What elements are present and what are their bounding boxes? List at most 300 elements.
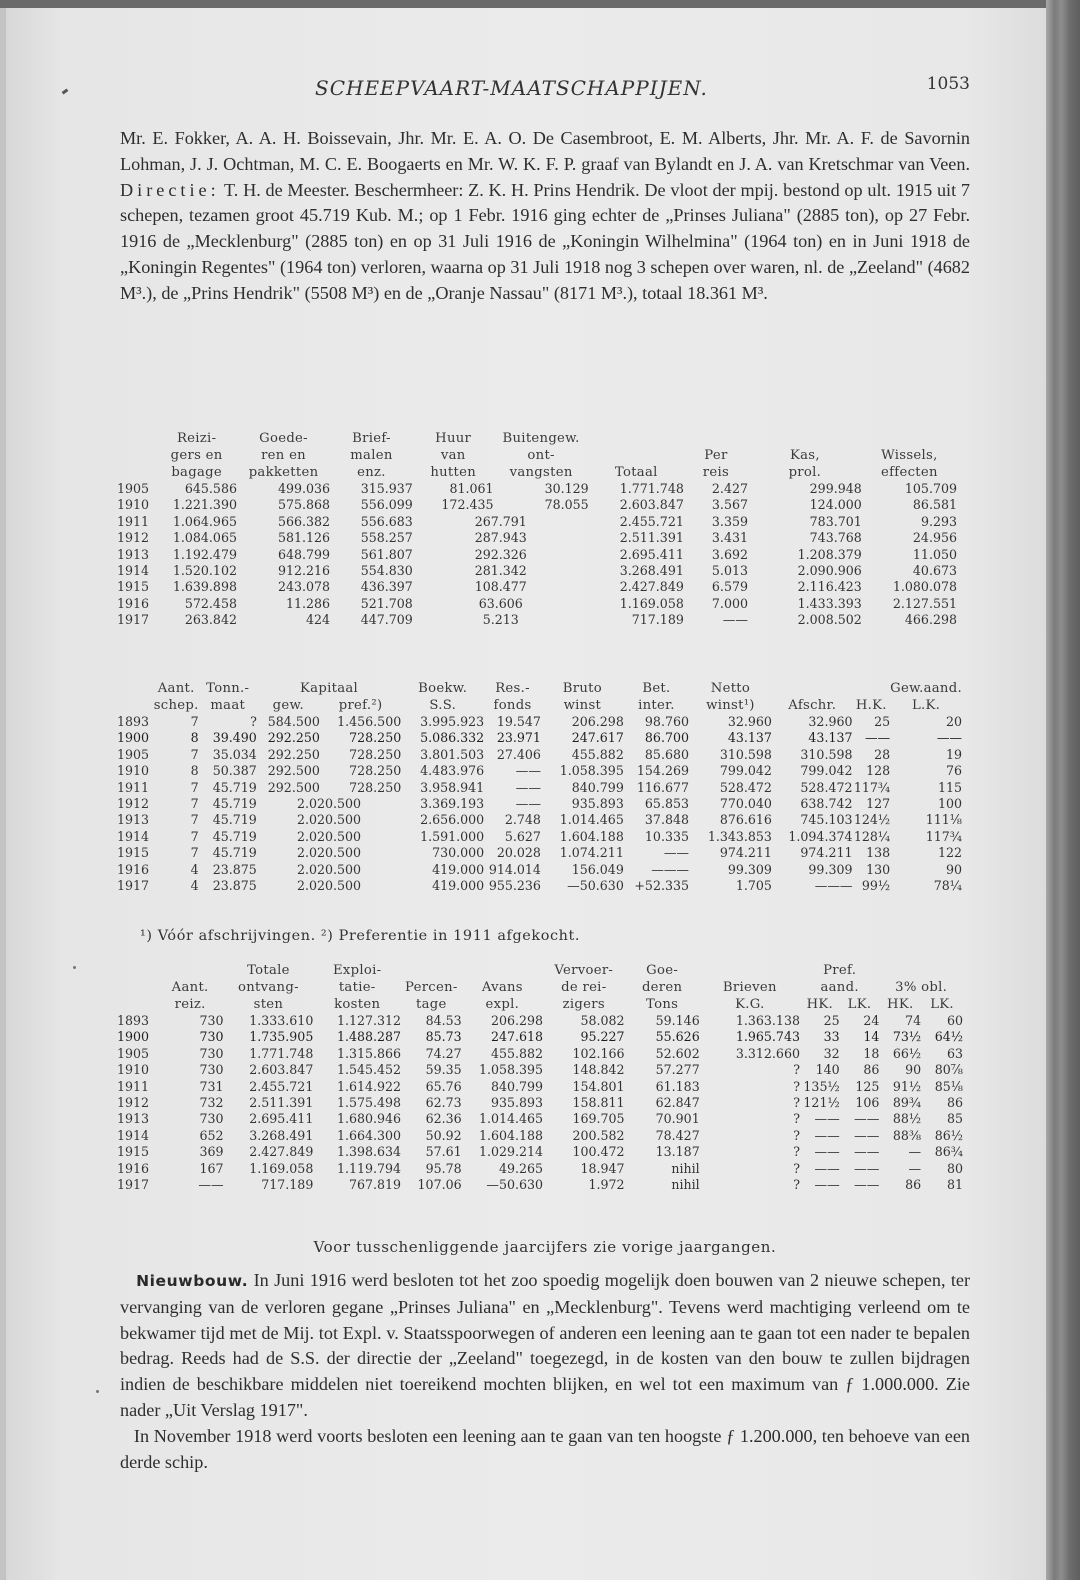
obl_lk-cell: 80	[946, 1160, 963, 1176]
pref_lk-cell: ——	[854, 1111, 880, 1127]
gew-cell: 292.500	[267, 763, 320, 779]
column-header: bagage	[171, 465, 222, 480]
lk-cell: 111⅛	[925, 812, 962, 828]
bruto-cell: 156.049	[571, 861, 624, 877]
column-header: van	[440, 448, 466, 463]
table-row	[117, 845, 962, 861]
table-row	[117, 780, 962, 796]
obl_lk-cell: 85⅛	[934, 1078, 963, 1094]
tonnage-cell: 35.034	[212, 746, 257, 762]
merged-value-cell: 5.213	[482, 612, 519, 628]
year-cell: 1915	[117, 1144, 150, 1160]
column-header: Exploi-	[332, 963, 382, 978]
column-header: Vervoer-	[554, 963, 614, 978]
pref_hk-cell: 33	[823, 1029, 840, 1045]
column-header: Wissels,	[881, 448, 938, 463]
column-header: ont-	[527, 448, 555, 463]
boekw-cell: 1.591.000	[420, 828, 485, 844]
boekw-cell: 5.086.332	[420, 730, 485, 746]
pref_lk-cell: ——	[854, 1144, 880, 1160]
column-header: Gew.aand.	[890, 681, 962, 696]
obl_hk-cell: 73½	[892, 1029, 922, 1045]
table-row	[117, 1079, 963, 1095]
totaal-cell: 1.169.058	[619, 595, 684, 611]
column-header: deren	[641, 980, 683, 995]
kas-cell: 1.433.393	[797, 595, 862, 611]
obl_hk-cell: 91½	[892, 1078, 922, 1094]
lk-cell: 20	[945, 714, 962, 729]
running-title: SCHEEPVAART-MAATSCHAPPIJEN.	[315, 76, 708, 100]
goederen-cell: 243.078	[277, 579, 331, 595]
reizen-cell: 730	[199, 1029, 224, 1045]
kosten-cell: 1.398.634	[336, 1144, 402, 1160]
goederen-cell: 566.382	[277, 513, 331, 529]
column-header	[862, 430, 957, 447]
column-header	[589, 430, 684, 447]
merged-value-cell: 63.606	[478, 595, 523, 611]
year-cell: 1913	[117, 546, 150, 562]
obl_lk-cell: 85	[946, 1111, 963, 1127]
page-number: 1053	[926, 74, 970, 94]
reizigers-cell: 158.811	[572, 1095, 625, 1111]
avans-cell: 49.265	[499, 1160, 544, 1176]
bet-cell: 10.335	[644, 828, 689, 844]
reizigers-cell: 1.064.965	[172, 513, 237, 529]
year-cell: 1912	[117, 530, 150, 546]
year-cell: 1913	[117, 812, 150, 828]
kas-cell: 783.701	[809, 513, 862, 529]
perc-cell: 50.92	[425, 1127, 462, 1143]
column-header	[748, 430, 862, 447]
tonnage-cell: ?	[250, 714, 257, 729]
year-cell: 1911	[117, 513, 150, 529]
year-cell: 1917	[117, 612, 150, 628]
year-cell: 1900	[117, 1029, 150, 1045]
column-header: tatie-	[338, 980, 376, 995]
tonnage-cell: 23.875	[212, 878, 257, 894]
table-row	[117, 1013, 963, 1029]
column-header	[117, 447, 156, 464]
netto-cell: 32.960	[727, 714, 772, 729]
table-row	[117, 1161, 963, 1177]
column-header: Goe-	[646, 963, 679, 978]
year-cell: 1900	[117, 730, 150, 746]
totaal-cell: 2.603.847	[619, 497, 684, 513]
boekw-cell: 3.801.503	[420, 746, 485, 762]
afschr-cell: 99.309	[808, 861, 853, 877]
schepen-cell: 4	[190, 878, 199, 894]
table-row	[117, 1144, 963, 1160]
afschr-cell: 799.042	[800, 763, 853, 779]
hk-cell: 127	[866, 796, 891, 812]
column-header: Res.-	[495, 681, 530, 696]
table-row	[117, 1062, 963, 1078]
res-cell: ——	[515, 763, 541, 779]
hk-cell: 28	[874, 746, 891, 762]
bruto-cell: 206.298	[571, 714, 624, 729]
perc-cell: 84.53	[425, 1013, 462, 1028]
table-row	[117, 812, 962, 828]
obl_lk-cell: 64½	[934, 1029, 963, 1045]
brieven-cell: 556.099	[360, 497, 413, 513]
column-header	[772, 680, 890, 697]
schepen-cell: 7	[190, 845, 199, 861]
table-row	[117, 563, 957, 579]
brieven-cell: 436.397	[360, 579, 413, 595]
afschr-cell: 310.598	[800, 746, 853, 762]
kosten-cell: 1.127.312	[336, 1013, 402, 1028]
ontvangsten-cell: 1.333.610	[249, 1013, 314, 1028]
obl_hk-cell: 89¾	[892, 1095, 922, 1111]
bet-cell: 86.700	[644, 730, 689, 746]
per_reis-cell: 5.013	[711, 563, 748, 579]
column-header	[117, 680, 154, 697]
column-header: Goede-	[259, 431, 308, 446]
schepen-cell: 7	[190, 812, 199, 828]
ontvangsten-cell: 1.771.748	[249, 1045, 314, 1061]
totaal-cell: 717.189	[631, 612, 684, 628]
huur-cell: 81.061	[449, 481, 494, 496]
bruto-cell: 1.014.465	[559, 812, 624, 828]
column-header	[401, 962, 462, 979]
year-cell: 1915	[117, 845, 150, 861]
column-header: tage	[416, 997, 447, 1012]
per_reis-cell: 3.431	[711, 530, 748, 546]
merged-value-cell: 2.020.500	[296, 861, 362, 877]
intro-paragraph	[120, 126, 970, 307]
column-header: reiz.	[174, 997, 206, 1012]
column-header: effecten	[881, 465, 938, 480]
kas-cell: 124.000	[809, 497, 862, 513]
year-cell: 1914	[117, 828, 150, 844]
kas-cell: 2.090.906	[797, 563, 862, 579]
capital-table-body	[117, 714, 962, 894]
pref_hk-cell: ——	[814, 1111, 840, 1127]
perc-cell: 62.73	[425, 1095, 462, 1111]
res-cell: 914.014	[488, 861, 541, 877]
hk-cell: 117¾	[853, 779, 891, 795]
pref-cell: 728.250	[349, 730, 402, 746]
column-header: Bruto	[562, 681, 602, 696]
reizigers-cell: 169.705	[572, 1111, 625, 1127]
reizigers-cell: 18.947	[580, 1160, 625, 1176]
res-cell: 20.028	[496, 845, 541, 861]
brieven-cell: 556.683	[360, 513, 413, 529]
kas-cell: 299.948	[809, 481, 862, 496]
perc-cell: 65.76	[425, 1078, 462, 1094]
tonnage-cell: 45.719	[212, 796, 257, 812]
year-cell: 1913	[117, 1111, 150, 1127]
avans-cell: 247.618	[490, 1029, 544, 1045]
afschr-cell: ———	[814, 878, 853, 894]
column-header: Boekw.	[418, 681, 468, 696]
table-row	[117, 530, 957, 546]
gew-cell: 292.250	[267, 730, 320, 746]
column-header: vangsten	[509, 465, 573, 480]
reizigers-cell: 645.586	[184, 481, 237, 496]
buitengew-cell: 78.055	[544, 497, 589, 513]
obl_hk-cell: 90	[905, 1062, 922, 1078]
merged-value-cell: 2.020.500	[296, 878, 362, 894]
column-header: Tonn.-	[206, 681, 250, 696]
lk-cell: 115	[937, 779, 962, 795]
obl_lk-cell: 86¾	[934, 1144, 963, 1160]
reizen-cell: 167	[199, 1160, 224, 1176]
column-header	[117, 430, 156, 447]
ontvangsten-cell: 1.169.058	[249, 1160, 314, 1176]
year-cell: 1916	[117, 861, 150, 877]
column-header	[157, 962, 224, 979]
board-members-text: Mr. E. Fokker, A. A. H. Boissevain, Jhr. Mr. E. A. O. De Casembroot, E. M. Alberts, Jhr. Mr. A. F. de Savornin Lohman, J. J. Ochtman, M. C. E. Boogaerts en Mr. W. K. F. P. graaf van Bylandt en J. A. van Kretschmar van Veen.	[120, 128, 970, 174]
column-header: 3% obl.	[895, 980, 948, 995]
table-row	[117, 1029, 963, 1045]
avans-cell: 206.298	[490, 1013, 544, 1028]
pref_lk-cell: ——	[854, 1127, 880, 1143]
reizigers-cell: 263.842	[184, 612, 237, 628]
afschr-cell: 32.960	[808, 714, 853, 729]
gew-cell: 292.500	[267, 779, 320, 795]
afschr-cell: 974.211	[800, 845, 853, 861]
per_reis-cell: 3.567	[711, 497, 748, 513]
goederen-cell: 648.799	[277, 546, 331, 562]
year-cell: 1905	[117, 481, 150, 496]
year-cell: 1910	[117, 497, 150, 513]
ontvangsten-cell: 2.511.391	[249, 1095, 314, 1111]
obl_hk-cell: —	[908, 1144, 922, 1160]
netto-cell: 974.211	[719, 845, 772, 861]
column-header: Afschr.	[788, 698, 837, 713]
year-cell: 1910	[117, 763, 150, 779]
netto-cell: 799.042	[719, 763, 772, 779]
per_reis-cell: 3.359	[711, 513, 748, 529]
tons-cell: nihil	[671, 1177, 700, 1193]
tons-cell: 57.277	[655, 1062, 700, 1078]
nieuwbouw-text: In Juni 1916 werd besloten tot het zoo spoedig mogelijk doen bouwen van 2 nieuwe schepen, ter vervanging van de verloren gegane „Prinses Juliana" en „Mecklenburg". Tevens werd machtiging verleend om te bekwamer tijd met de Mij. tot Expl. v. Staatsspoorwegen of anderen een leening aan te gaan tot een nader te bepalen bedrag. Reeds had de S.S. der directie der „Zeeland" toegezegd, in de kosten van den bouw te zullen bijdragen indien de beschikbare middelen niet toereikend mochten blijken, en wel tot een maximum van ƒ 1.000.000. Zie nader „Uit Verslag 1917".	[120, 1270, 971, 1420]
header-row	[117, 962, 963, 979]
column-header	[117, 464, 156, 481]
boekw-cell: 2.656.000	[420, 812, 485, 828]
column-header: L.K.	[911, 698, 941, 713]
column-header: ren en	[261, 448, 306, 463]
avans-cell: 1.058.395	[478, 1062, 544, 1078]
column-header: ontvang-	[238, 980, 299, 995]
ontvangsten-cell: 2.695.411	[249, 1111, 314, 1127]
year-cell: 1910	[117, 1062, 150, 1078]
column-header: HK.	[887, 997, 914, 1012]
year-cell: 1917	[117, 1177, 150, 1193]
netto-cell: 99.309	[727, 861, 772, 877]
column-header	[117, 979, 157, 996]
reizigers-cell: 58.082	[580, 1013, 625, 1028]
column-header	[117, 962, 157, 979]
year-cell: 1914	[117, 1127, 150, 1143]
obl_lk-cell: 86½	[934, 1127, 963, 1143]
brieven-cell: ?	[793, 1144, 800, 1160]
bruto-cell: 840.799	[571, 779, 624, 795]
bruto-cell: 1.074.211	[559, 845, 624, 861]
boekw-cell: 3.995.923	[420, 714, 485, 729]
pref_lk-cell: 106	[855, 1095, 880, 1111]
pref_hk-cell: 32	[823, 1045, 840, 1061]
schepen-cell: 8	[190, 730, 199, 746]
tons-cell: 52.602	[655, 1045, 700, 1061]
hk-cell: 124½	[853, 812, 891, 828]
kosten-cell: 1.488.287	[336, 1029, 402, 1045]
merged-value-cell: 267.791	[474, 513, 527, 529]
nieuwbouw-text-2: In November 1918 werd voorts besloten een leening aan te gaan van ten hoogste ƒ 1.200.000, ten behoeve van een derde schip.	[120, 1425, 971, 1472]
netto-cell: 43.137	[727, 730, 772, 746]
wissels-cell: 86.581	[912, 497, 957, 513]
merged-value-cell: 2.020.500	[296, 845, 362, 861]
brieven-cell: ?	[793, 1160, 800, 1176]
obl_lk-cell: 60	[946, 1013, 963, 1028]
pref_hk-cell: 121½	[803, 1095, 840, 1111]
tons-cell: 78.427	[655, 1127, 700, 1143]
column-header: fonds	[493, 698, 532, 713]
table-row	[117, 481, 957, 497]
tonnage-cell: 45.719	[212, 812, 257, 828]
kas-cell: 1.208.379	[797, 546, 862, 562]
column-header: Aant.	[157, 681, 195, 696]
table-row	[117, 1046, 963, 1062]
res-cell: 955.236	[488, 878, 541, 894]
perc-cell: 85.73	[425, 1029, 462, 1045]
column-header: sten	[253, 997, 284, 1012]
column-header: hutten	[430, 465, 477, 480]
reizigers-cell: 1.972	[588, 1177, 625, 1193]
boekw-cell: 419.000	[432, 878, 485, 894]
afschr-cell: 745.103	[800, 812, 853, 828]
table-row	[117, 730, 962, 746]
tonnage-cell: 39.490	[212, 730, 257, 746]
year-cell: 1915	[117, 579, 150, 595]
obl_hk-cell: 74	[905, 1013, 922, 1028]
kosten-cell: 1.119.794	[336, 1160, 402, 1176]
totaal-cell: 2.455.721	[619, 513, 684, 529]
bet-cell: ——	[663, 845, 689, 861]
margin-speck	[73, 966, 76, 969]
res-cell: 5.627	[504, 828, 541, 844]
tons-cell: 59.146	[655, 1013, 700, 1028]
obl_lk-cell: 63	[946, 1045, 963, 1061]
capital-table-footnote: ¹) Vóór afschrijvingen. ²) Preferentie in 1911 afgekocht.	[140, 928, 581, 944]
hk-cell: 128¼	[853, 828, 891, 844]
tonnage-cell: 45.719	[212, 779, 257, 795]
netto-cell: 528.472	[719, 779, 772, 795]
goederen-cell: 424	[306, 612, 331, 628]
reizen-cell: ——	[198, 1177, 224, 1193]
column-header	[879, 962, 963, 979]
year-cell: 1905	[117, 1045, 150, 1061]
wissels-cell: 9.293	[920, 513, 957, 529]
reizigers-cell: 1.084.065	[172, 530, 237, 546]
column-header: maat	[210, 698, 246, 713]
column-header: K.G.	[735, 997, 765, 1012]
tons-cell: 62.847	[655, 1095, 700, 1111]
reizen-cell: 730	[199, 1045, 224, 1061]
lk-cell: 100	[937, 796, 962, 812]
revenue-table-body	[117, 481, 957, 629]
schepen-cell: 7	[190, 828, 199, 844]
pref_hk-cell: ——	[814, 1144, 840, 1160]
merged-value-cell: 292.326	[474, 546, 527, 562]
year-cell: 1914	[117, 563, 150, 579]
pref_lk-cell: 18	[863, 1045, 880, 1061]
tonnage-cell: 50.387	[212, 763, 257, 779]
column-header: Aant.	[171, 980, 209, 995]
bruto-cell: 1.604.188	[559, 828, 624, 844]
pref-cell: 1.456.500	[337, 714, 402, 729]
column-header: Avans	[481, 980, 523, 995]
column-header	[589, 447, 684, 464]
table-row	[117, 714, 962, 730]
column-header: LK.	[847, 997, 872, 1012]
column-header: reis	[702, 465, 730, 480]
buitengew-cell: 30.129	[544, 481, 589, 496]
boekw-cell: 3.958.941	[420, 779, 485, 795]
pref_hk-cell: ——	[814, 1127, 840, 1143]
table-row	[117, 1095, 963, 1111]
column-header: S.S.	[429, 698, 457, 713]
hk-cell: 25	[874, 714, 891, 729]
year-cell: 1893	[117, 1013, 150, 1028]
bet-cell: 65.853	[644, 796, 689, 812]
column-header: Per	[704, 448, 728, 463]
column-header: Netto	[710, 681, 751, 696]
avans-cell: 1.014.465	[478, 1111, 544, 1127]
column-header: Totale	[247, 963, 290, 978]
perc-cell: 62.36	[425, 1111, 462, 1127]
totaal-cell: 1.771.748	[619, 481, 684, 496]
column-header: Pref.	[823, 963, 857, 978]
boekw-cell: 730.000	[432, 845, 485, 861]
column-header: Brieven	[722, 980, 777, 995]
huur-cell: 172.435	[441, 497, 494, 513]
goederen-cell: 912.216	[277, 563, 331, 579]
res-cell: 2.748	[504, 812, 541, 828]
pref_lk-cell: 24	[863, 1013, 880, 1028]
header-row	[117, 697, 962, 714]
goederen-cell: 581.126	[277, 530, 331, 546]
column-header	[684, 430, 748, 447]
bet-cell: 37.848	[644, 812, 689, 828]
tonnage-cell: 23.875	[212, 861, 257, 877]
brieven-cell: 554.830	[360, 563, 413, 579]
table-row	[117, 1128, 963, 1144]
year-cell: 1912	[117, 1095, 150, 1111]
afschr-cell: 43.137	[808, 730, 853, 746]
lk-cell: 76	[945, 763, 962, 779]
kas-cell: 2.008.502	[797, 612, 862, 628]
pref_hk-cell: 25	[823, 1013, 840, 1028]
merged-value-cell: 281.342	[474, 563, 527, 579]
header-row	[117, 430, 957, 447]
table-row	[117, 878, 962, 894]
totaal-cell: 2.511.391	[619, 530, 684, 546]
netto-cell: 1.705	[735, 878, 772, 894]
column-header: gers en	[170, 448, 223, 463]
table-row	[117, 763, 962, 779]
schepen-cell: 4	[190, 861, 199, 877]
bruto-cell: 455.882	[571, 746, 624, 762]
gew-cell: 584.500	[267, 714, 320, 729]
reizigers-cell: 1.221.390	[172, 497, 237, 513]
column-header: HK.	[806, 997, 834, 1012]
avans-cell: 455.882	[490, 1045, 544, 1061]
header-row	[117, 680, 962, 697]
obl_hk-cell: 88⅜	[892, 1127, 922, 1143]
hk-cell: 138	[866, 845, 891, 861]
